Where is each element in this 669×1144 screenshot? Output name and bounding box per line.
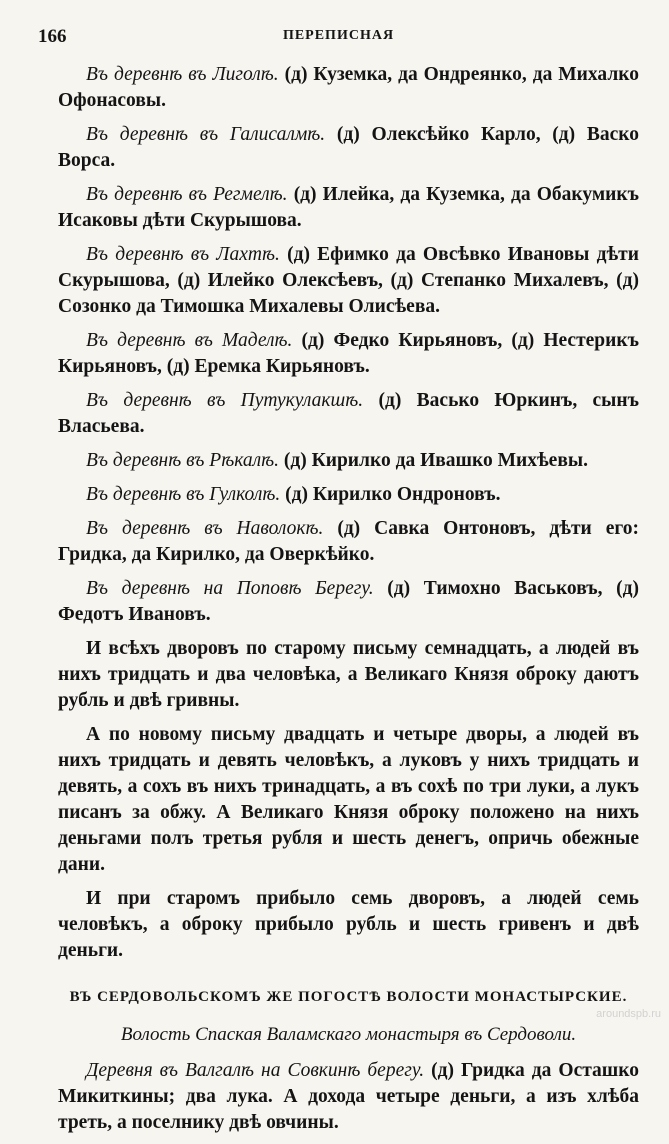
entry-paragraph [58,576,639,628]
entry-paragraph [58,482,639,508]
summary-text: А по новому письму двадцать и четыре дворы, а людей въ нихъ тридцать и девять человѣкъ, а луковъ у нихъ тридцать и девять, а сохъ въ нихъ тринадцать, а въ сохѣ по три луки, а лукъ писанъ за обжу. А Великаго Князя оброку положено на нихъ деньгами полъ третья рубля и шесть денегъ, опричь обежные дани. [58,724,639,875]
running-head: ПЕРЕПИСНАЯ [282,28,395,43]
entry-lead: Въ деревнѣ въ Путукулакшѣ. [86,390,364,411]
page-body [58,62,639,1144]
entry-text: (д) Кирилко Ондроновъ. [285,484,501,505]
page-header [38,26,639,50]
subheading: Волость Спаская Валамскаго монастыря въ Сердоволи. [120,1024,577,1045]
entry-paragraph [58,516,639,568]
entry-lead: Въ деревнѣ въ Галисалмѣ. [86,124,326,145]
entry-text: (д) Ефимко да Овсѣвко Ивановы дѣти Скурышова, (д) Илейко Олексѣевъ, (д) Степанко Михалевъ, (д) Созонко да Тимошка Михалевы Олисѣева. [58,244,639,317]
watermark: aroundspb.ru [596,1008,661,1020]
entry-text: (д) Федко Кирьяновъ, (д) Нестерикъ Кирьяновъ, (д) Еремка Кирьяновъ. [58,330,639,377]
entry-paragraph [58,388,639,440]
entry-paragraph [58,122,639,174]
entry-paragraph [58,328,639,380]
entry-lead: Въ деревнѣ въ Регмелѣ. [86,184,288,205]
entry-text: (д) Илейка, да Куземка, да Обакумикъ Исаковы дѣти Скурышова. [58,184,639,231]
entry-text: (д) Гридка да Осташко Микиткины; два лука. А дохода четыре деньги, а изъ хлѣба треть, а поселнику двѣ овчины. [58,1060,639,1133]
entry-lead: Въ деревнѣ въ Лахтѣ. [86,244,280,265]
entry-lead: Въ деревнѣ въ Маделѣ. [86,330,293,351]
summary-text: И всѣхъ дворовъ по старому письму семнадцать, а людей въ нихъ тридцать и два человѣка, а Великаго Князя оброку даютъ рубль и двѣ гривны. [58,638,639,711]
entry-paragraph [58,1058,639,1136]
entry-text: (д) Савка Онтоновъ, дѣти его: Гридка, да Кирилко, да Оверкѣйко. [58,518,639,565]
section-heading: ВЪ СЕРДОВОЛЬСКОМЪ ЖЕ ПОГОСТѢ ВОЛОСТИ МОНАСТЫРСКИЕ. [69,989,628,1005]
entry-paragraph [58,448,639,474]
entry-text: (д) Олексѣйко Карло, (д) Васко Ворса. [58,124,639,171]
entry-lead: Въ деревнѣ въ Лиголѣ. [86,64,279,85]
entry-lead: Въ деревнѣ въ Рѣкалѣ. [86,450,279,471]
entry-lead: Въ деревнѣ въ Гулколѣ. [86,484,281,505]
entry-text: (д) Тимохно Васьковъ, (д) Федотъ Ивановъ. [58,578,639,625]
summary-text: И при старомъ прибыло семь дворовъ, а людей семь человѣкъ, а оброку прибыло рубль и шесть гривенъ и двѣ деньги. [58,888,639,961]
entry-text: (д) Куземка, да Ондреянко, да Михалко Офонасовы. [58,64,639,111]
entry-paragraph [58,242,639,320]
summary-paragraph [58,636,639,714]
entry-lead: Въ деревнѣ на Поповѣ Берегу. [86,578,374,599]
entry-paragraph [58,182,639,234]
entry-lead: Въ деревнѣ въ Наволокѣ. [86,518,324,539]
summary-paragraph [58,722,639,878]
summary-paragraph [58,886,639,964]
entry-lead: Деревня въ Валгалѣ на Совкинѣ берегу. [86,1060,425,1081]
entry-text: (д) Кирилко да Ивашко Михѣевы. [283,450,588,471]
page-number: 166 [38,26,67,47]
entry-text: (д) Васько Юркинъ, сынъ Власьева. [58,390,640,437]
entry-paragraph [58,62,639,114]
